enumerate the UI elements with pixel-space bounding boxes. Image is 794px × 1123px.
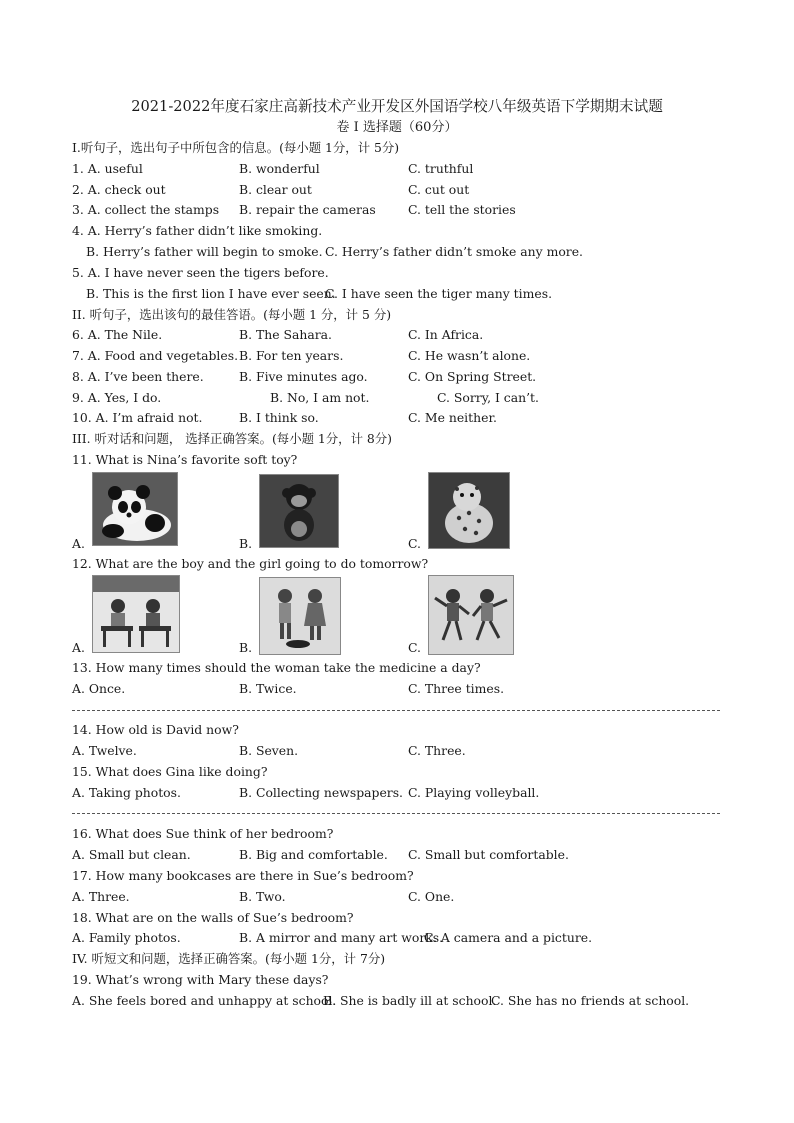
q10-option-b: B. I think so. [239,410,319,425]
kids-cleaning-image [259,577,341,655]
q9-option-a: 9. A. Yes, I do. [72,390,162,405]
q3-option-b: B. repair the cameras [239,202,376,217]
q3-option-c: C. tell the stories [408,202,516,217]
page-title: 2021-2022年度石家庄高新技术产业开发区外国语学校八年级英语下学期期末试题 [131,98,663,115]
q19-option-a: A. She feels bored and unhappy at school. [72,993,337,1008]
q14-option-b: B. Seven. [239,743,299,758]
q5-option-c: C. I have seen the tiger many times. [325,286,553,301]
q3-option-a: 3. A. collect the stamps [72,202,220,217]
q7-option-c: C. He wasn’t alone. [408,348,531,363]
q19-stem: 19. What’s wrong with Mary these days? [72,972,329,987]
q16-option-b: B. Big and comfortable. [239,847,388,862]
q18-stem: 18. What are on the walls of Sue’s bedroom? [72,910,354,925]
q18-option-c: C. A camera and a picture. [424,930,593,945]
q4-option-a: 4. A. Herry’s father didn’t like smoking. [72,223,323,238]
q19-option-b: B. She is badly ill at school. [323,993,497,1008]
section-heading-4: IV. 听短文和问题，选择正确答案。(每小题 1分，计 7分) [72,951,386,966]
q14-option-c: C. Three. [408,743,466,758]
q15-option-c: C. Playing volleyball. [408,785,540,800]
q13-stem: 13. How many times should the woman take the medicine a day? [72,660,481,675]
q2-option-c: C. cut out [408,182,470,197]
q12-option-b: B. [239,640,253,655]
q15-stem: 15. What does Gina like doing? [72,764,268,779]
panda-toy-image [92,472,178,546]
q11-option-c: C. [408,536,421,551]
cleaning-icon [260,578,340,654]
q8-option-c: C. On Spring Street. [408,369,537,384]
q12-option-a: A. [72,640,85,655]
q7-option-b: B. For ten years. [239,348,344,363]
q12-stem: 12. What are the boy and the girl going to do tomorrow? [72,556,429,571]
q6-option-c: C. In Africa. [408,327,484,342]
q17-option-b: B. Two. [239,889,286,904]
monkey-toy-image [259,474,339,548]
panda-icon [93,473,177,545]
q15-option-b: B. Collecting newspapers. [239,785,403,800]
q2-option-b: B. clear out [239,182,312,197]
q14-stem: 14. How old is David now? [72,722,239,737]
q10-option-c: C. Me neither. [408,410,497,425]
q17-option-a: A. Three. [72,889,130,904]
q5-option-b: B. This is the first lion I have ever seen. [86,286,336,301]
section-heading-3: III. 听对话和问题， 选择正确答案。(每小题 1分，计 8分) [72,431,393,446]
dancing-icon [429,576,513,654]
q18-option-a: A. Family photos. [72,930,181,945]
q12-option-c: C. [408,640,421,655]
section-heading-1: I.听句子，选出句子中所包含的信息。(每小题 1分，计 5分) [72,140,400,155]
q9-option-b: B. No, I am not. [270,390,370,405]
q1-option-c: C. truthful [408,161,474,176]
q1-option-b: B. wonderful [239,161,320,176]
q11-option-a: A. [72,536,85,551]
students-at-desks-image [92,575,180,653]
q17-stem: 17. How many bookcases are there in Sue’s bedroom? [72,868,414,883]
q18-option-b: B. A mirror and many art works. [239,930,444,945]
paper-subtitle: 卷 I 选择题（60分） [336,120,458,135]
q6-option-b: B. The Sahara. [239,327,332,342]
q15-option-a: A. Taking photos. [72,785,181,800]
q4-option-c: C. Herry’s father didn’t smoke any more. [325,244,583,259]
q16-option-c: C. Small but comfortable. [408,847,569,862]
leopard-toy-image [428,472,510,549]
leopard-icon [429,473,509,548]
q5-option-a: 5. A. I have never seen the tigers before. [72,265,329,280]
q16-option-a: A. Small but clean. [72,847,191,862]
q16-stem: 16. What does Sue think of her bedroom? [72,826,334,841]
q14-option-a: A. Twelve. [72,743,137,758]
q13-option-a: A. Once. [72,681,126,696]
kids-dancing-image [428,575,514,655]
q8-option-a: 8. A. I’ve been there. [72,369,204,384]
q13-option-b: B. Twice. [239,681,297,696]
q9-option-c: C. Sorry, I can’t. [437,390,539,405]
divider-dashed [72,710,720,711]
divider-dashed [72,813,720,814]
q8-option-b: B. Five minutes ago. [239,369,368,384]
q11-option-b: B. [239,536,253,551]
section-heading-2: II. 听句子，选出该句的最佳答语。(每小题 1 分，计 5 分) [72,307,392,322]
q4-option-b: B. Herry’s father will begin to smoke. [86,244,323,259]
classroom-icon [93,576,179,652]
q2-option-a: 2. A. check out [72,182,166,197]
q17-option-c: C. One. [408,889,455,904]
q11-stem: 11. What is Nina’s favorite soft toy? [72,452,298,467]
q7-option-a: 7. A. Food and vegetables. [72,348,239,363]
monkey-icon [260,475,338,547]
q10-option-a: 10. A. I’m afraid not. [72,410,203,425]
q1-option-a: 1. A. useful [72,161,143,176]
q19-option-c: C. She has no friends at school. [491,993,690,1008]
q6-option-a: 6. A. The Nile. [72,327,163,342]
q13-option-c: C. Three times. [408,681,505,696]
